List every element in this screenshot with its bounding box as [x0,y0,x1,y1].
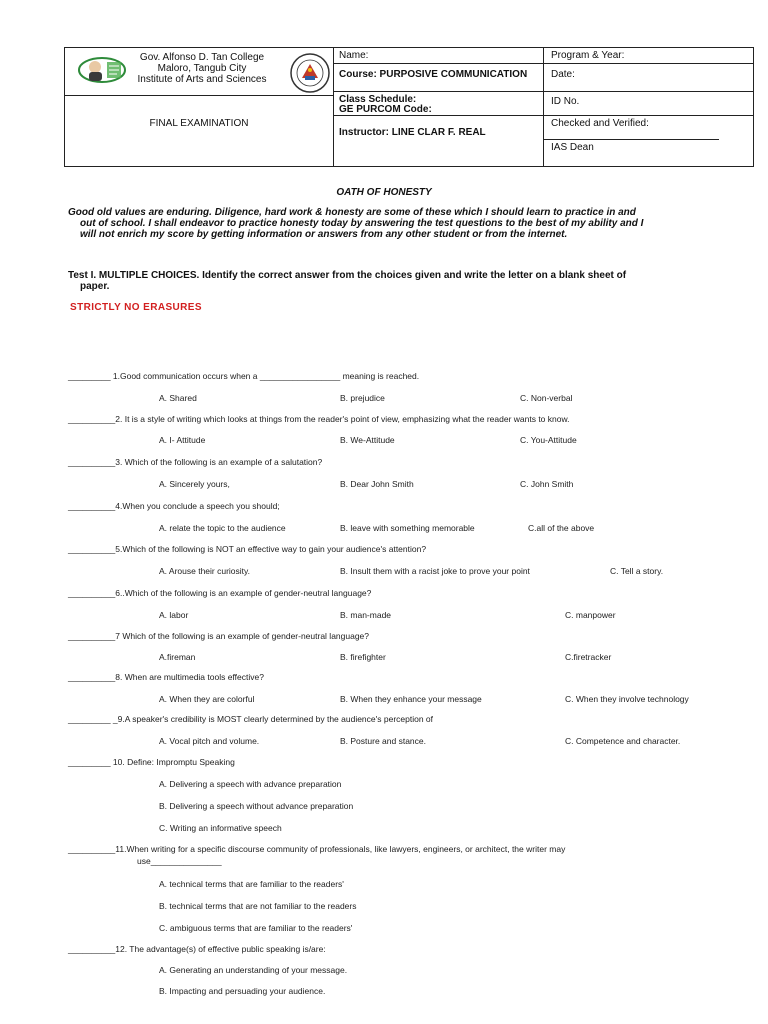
question-8: __________8. When are multimedia tools effective? [68,672,264,682]
choice-b: B. prejudice [340,393,385,403]
institute-seal-icon [289,52,331,94]
test-instructions [68,270,728,292]
choice-c: C. Writing an informative speech [159,823,282,833]
choice-b: B. leave with something memorable [340,523,475,533]
choice-a: A. When they are colorful [159,694,255,704]
choice-b: B. man-made [340,610,392,620]
question-7: __________7 Which of the following is an example of gender-neutral language? [68,631,370,641]
college-logo-icon [77,54,127,84]
exam-title: FINAL EXAMINATION [149,118,249,129]
divider [333,63,754,64]
choice-a: A. technical terms that are familiar to the readers' [159,879,344,889]
choice-a: A. Delivering a speech with advance preparation [159,779,342,789]
choice-b: B. Insult them with a racist joke to prove your point [340,566,530,576]
instruction-line: Test I. MULTIPLE CHOICES. Identify the correct answer from the choices given and write the letter on a blank sheet of [68,270,627,281]
choice-a: A. Sincerely yours, [159,479,230,489]
choice-b: B. technical terms that are not familiar to the readers [159,901,357,911]
choice-b: B. Posture and stance. [340,736,426,746]
question-2: __________2. It is a style of writing which looks at things from the reader's point of view, emphasizing what the reader wants to know. [68,414,570,424]
college-institute: Institute of Arts and Sciences [137,74,267,85]
choice-a: A. Arouse their curiosity. [159,566,251,576]
question-6: __________6..Which of the following is an example of gender-neutral language? [68,588,372,598]
divider [543,48,544,167]
choice-a: A.fireman [159,652,196,662]
instructor-label: Instructor: LINE CLAR F. REAL [339,127,486,138]
divider [65,95,333,96]
choice-a: A. Shared [159,393,197,403]
choice-c: C.firetracker [565,652,612,662]
college-info [137,52,267,85]
choice-a: A. I- Attitude [159,435,206,445]
name-label: Name: [339,50,369,61]
question-12: __________12. The advantage(s) of effective public speaking is/are: [68,944,326,954]
oath-text [68,207,728,240]
question-11-continuation: use_______________ [137,856,222,866]
choice-c: C.all of the above [528,523,595,533]
choice-c: C. Non-verbal [520,393,573,403]
choice-b: B. When they enhance your message [340,694,482,704]
question-1 [68,371,419,381]
choice-c: C. You-Attitude [520,435,577,445]
choice-c: C. Competence and character. [565,736,681,746]
choice-a: A. Generating an understanding of your message. [159,965,348,975]
divider [333,115,754,116]
program-label: Program & Year: [551,50,625,61]
choice-b: B. We-Attitude [340,435,395,445]
choice-b: B. Dear John Smith [340,479,414,489]
question-5: __________5.Which of the following is NOT an effective way to gain your audience's attention? [68,544,427,554]
signature-line [543,139,719,140]
choice-b: B. firefighter [340,652,386,662]
code-label: GE PURCOM Code: [339,104,432,115]
choice-a: A. Vocal pitch and volume. [159,736,260,746]
oath-line: will not enrich my score by getting information or answers from any other student or from the internet. [80,229,568,240]
choice-b: B. Impacting and persuading your audience. [159,986,326,996]
oath-line: out of school. I shall endeavor to practice honesty today by answering the test questions to the best of my ability and I [80,218,644,229]
course-label: Course: PURPOSIVE COMMUNICATION [339,69,528,80]
question-text: _________ 1.Good communication occurs when a [68,371,260,381]
schedule-label: Class Schedule: [339,94,417,105]
answer-blank: _________________ [259,371,341,381]
id-label: ID No. [551,96,580,107]
college-name: Gov. Alfonso D. Tan College [139,52,265,63]
exam-header-table [64,47,754,167]
date-label: Date: [551,69,575,80]
choice-c: C. manpower [565,610,616,620]
question-11: __________11.When writing for a specific discourse community of professionals, like lawyers, engineers, or architect, the writer may [68,844,566,854]
choice-b: B. Delivering a speech without advance preparation [159,801,354,811]
warning-text: STRICTLY NO ERASURES [70,302,202,313]
oath-line: Good old values are enduring. Diligence, hard work & honesty are some of these which I should learn to practice in and [68,207,636,218]
divider [333,48,334,167]
question-10: _________ 10. Define: Impromptu Speaking [68,757,235,767]
college-address: Maloro, Tangub City [157,63,247,74]
choice-c: C. Tell a story. [610,566,664,576]
choice-c: C. ambiguous terms that are familiar to the readers' [159,923,353,933]
choice-a: A. relate the topic to the audience [159,523,286,533]
divider [333,91,754,92]
checked-label: Checked and Verified: [551,118,649,129]
question-9: _________ _9.A speaker's credibility is MOST clearly determined by the audience's perception of [68,714,434,724]
choice-c: C. When they involve technology [565,694,689,704]
choice-a: A. labor [159,610,189,620]
instruction-line: paper. [80,281,110,292]
oath-title: OATH OF HONESTY [336,187,432,198]
question-text: meaning is reached. [340,371,420,381]
question-4: __________4.When you conclude a speech you should; [68,501,280,511]
dean-label: IAS Dean [551,142,594,153]
question-3: __________3. Which of the following is an example of a salutation? [68,457,323,467]
choice-c: C. John Smith [520,479,574,489]
